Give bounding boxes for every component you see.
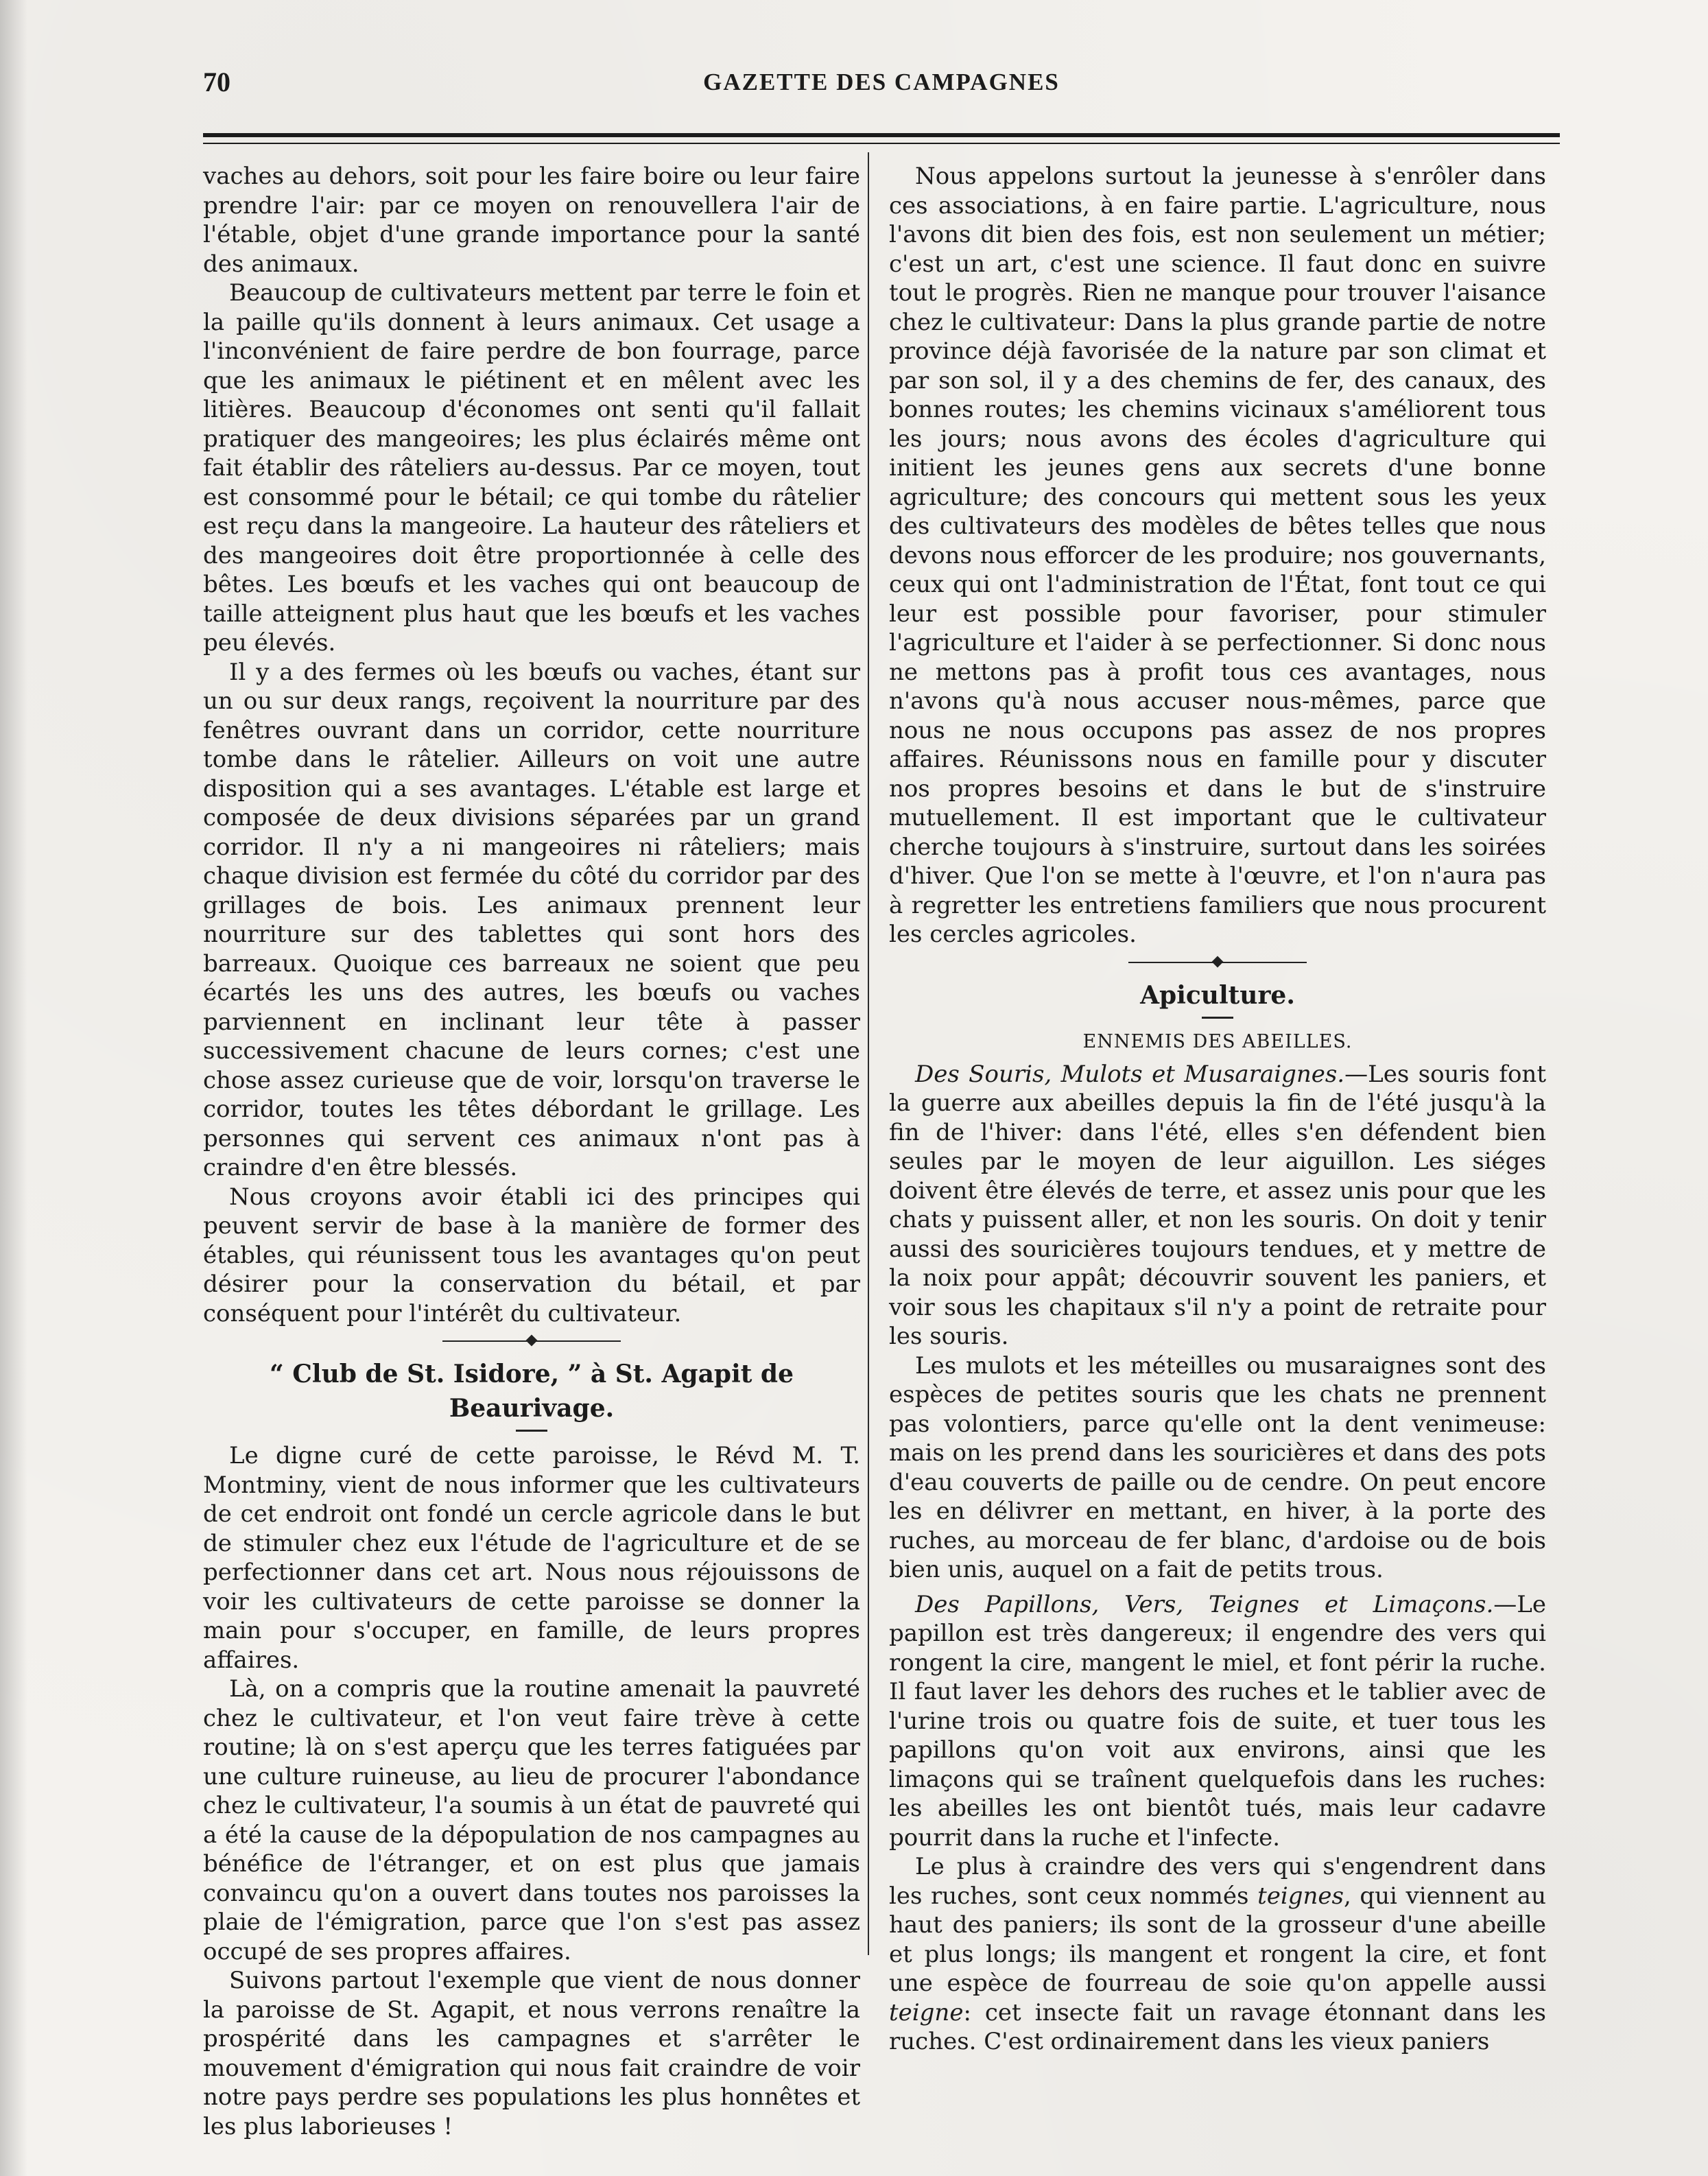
section-subtitle: ENNEMIS DES ABEILLES. (1082, 1030, 1353, 1052)
paragraph: Nous appelons surtout la jeunesse à s'enrôler dans ces associations, à en faire partie. L'agriculture, nous l'avons dit bien des fois, est non seulement un métier; c'est un art, c'est une science. Il faut donc en suivre tout le progrès. Rien ne manque pour trouver l'aisance chez le cultivateur: Dans la plus grande partie de notre province déjà favorisée de la nature par son climat et par son sol, il y a des chemins de fer, des canaux, des bonnes routes; les chemins vicinaux s'améliorent tous les jours; nous avons des écoles d'agriculture qui initient les jeunes gens aux secrets d'une bonne agriculture; des concours qui mettent sous les yeux des cultivateurs des modèles de bêtes telles que nous devons nous efforcer de les produire; nos gouvernants, ceux qui ont l'administration de l'État, font tout ce qui leur est possible pour favoriser, pour stimuler l'agriculture et l'aider à se perfectionner. Si donc nous ne mettons pas à profit tous ces avantages, nous n'avons qu'à nous accuser nous-mêmes, parce que nous ne nous occupons pas assez de nos propres affaires. Réunissons nous en famille pour y discuter nos propres besoins et dans le but de s'instruire mutuellement. Il est important que le cultivateur cherche toujours à s'instruire, surtout dans les soirées d'hiver. Que l'on se mette à l'œuvre, et l'on n'aura pas à regretter les entretiens familiers que nous procurent les cercles agricoles. (889, 163, 1546, 948)
journal-title: GAZETTE DES CAMPAGNES (703, 69, 1060, 95)
page-number: 70 (203, 67, 230, 97)
paragraph (889, 1852, 1546, 2057)
right-column (889, 162, 1546, 2057)
title-dash (1202, 1017, 1233, 1019)
paragraph: Le digne curé de cette paroisse, le Révd M. T. Montminy, vient de nous informer que les cultivateurs de cet endroit ont fondé un cercle agricole dans le but de stimuler chez eux l'étude de l'agriculture et de se perfectionner dans cet art. Nous nous réjouissons de voir les cultivateurs de cette paroisse se donner la main pour s'occuper, en famille, de leurs propres affaires. (203, 1442, 860, 1674)
paragraph-text: : cet insecte fait un ravage étonnant dans les ruches. C'est ordinairement dans les vieux paniers (889, 1998, 1546, 2055)
section-title: Apiculture. (1140, 980, 1295, 1010)
paragraph (889, 1060, 1546, 1351)
paragraph: vaches au dehors, soit pour les faire boire ou leur faire prendre l'air: par ce moyen on renouvellera l'air de l'étable, objet d'une grande importance pour la santé des animaux. (203, 163, 860, 278)
paragraph-body: —Le papillon est très dangereux; il engendre des vers qui rongent la cire, mangent le miel, et font périr la ruche. Il faut laver les dehors des ruches et le tablier avec de l'urine trois ou quatre fois de suite, et tuer tous les papillons qu'on voit aux environs, ainsi que les limaçons qui se traînent quelquefois dans les ruches: les abeilles les ont bientôt tués, mais leur cadavre pourrit dans la ruche et l'infecte. (889, 1590, 1546, 1852)
paragraph (889, 1590, 1546, 1853)
paragraph-body: —Les souris font la guerre aux abeilles depuis la fin de l'été jusqu'à la fin de l'hiver: dans l'été, elles s'en défendent bien seules par le moyen de leur aiguillon. Les siéges doivent être élevés de terre, et assez unis pour que les chats y puissent aller, et non les souris. On doit y tenir aussi des souricières toujours tendues, et y mettre de la noix pour appât; découvrir souvent les paniers, et voir sous les chapitaux s'il n'y a point de retraite pour les souris. (889, 1060, 1546, 1350)
page-header (203, 66, 1560, 107)
paragraph-text: , qui viennent au haut des paniers; ils sont de la grosseur d'une abeille et plus longs; ils mangent et rongent la cire, et font une espèce de fourreau de soie qu'on appelle aussi (889, 1882, 1546, 1997)
paragraph-heading: Des Souris, Mulots et Musaraignes. (915, 1060, 1345, 1088)
paragraph: Il y a des fermes où les bœufs ou vaches, étant sur un ou sur deux rangs, reçoivent la nourriture par des fenêtres ouvrant dans un corridor, cette nourriture tombe dans le râtelier. Ailleurs on voit une autre disposition qui a ses avantages. L'étable est large et composée de deux divisions séparées par un grand corridor. Il n'y a ni mangeoires ni râteliers; mais chaque division est fermée du côté du corridor par des grillages de bois. Les animaux prennent leur nourriture sur des tablettes qui sont hors des barreaux. Quoique ces barreaux ne soient que peu écartés les uns des autres, les bœufs ou vaches parviennent en inclinant leur tête à passer successivement chacune de leurs cornes; c'est une chose assez curieuse que de voir, lorsqu'on traverse le corridor, toutes les têtes débordant le grillage. Les personnes qui servent ces animaux n'ont pas à craindre d'en être blessés. (203, 658, 860, 1181)
title-dash (516, 1430, 547, 1432)
header-rule-thin (203, 143, 1560, 144)
article-title: “ Club de St. Isidore, ” à St. Agapit de Beaurivage. (270, 1360, 794, 1423)
section-ornament (203, 1328, 860, 1354)
paragraph-heading: Des Papillons, Vers, Teignes et Limaçons. (915, 1590, 1494, 1618)
paragraph: Beaucoup de cultivateurs mettent par terre le foin et la paille qu'ils donnent à leurs animaux. Cet usage a l'inconvénient de faire perdre de bon fourrage, parce que les animaux le piétinent et en mêlent avec les litières. Beaucoup d'économes ont senti qu'il fallait pratiquer des mangeoires; les plus éclairés même ont fait établir des râteliers au-dessus. Par ce moyen, tout est consommé pour le bétail; ce qui tombe du râtelier est reçu dans la mangeoire. La hauteur des râteliers et des mangeoires doit être proportionnée à celle des bêtes. Les bœufs et les vaches qui ont beaucoup de taille atteignent plus haut que les bœufs et les vaches peu élevés. (203, 279, 860, 657)
paragraph: Là, on a compris que la routine amenait la pauvreté chez le cultivateur, et l'on veut faire trève à cette routine; là on s'est aperçu que les terres fatiguées par une culture ruineuse, au lieu de procurer l'abondance chez le cultivateur, l'a soumis à un état de pauvreté qui a été la cause de la dépopulation de nos campagnes au bénéfice de l'étranger, et on est plus que jamais convaincu qu'on a ouvert dans toutes nos paroisses la plaie de l'émigration, parce que l'on s'est pas assez occupé de ses propres affaires. (203, 1675, 860, 1965)
paragraph-text: Le plus à craindre des vers qui s'engendrent dans les ruches, sont ceux nommés (889, 1853, 1546, 1910)
header-rule-thick (203, 133, 1560, 137)
column-divider (868, 152, 869, 1955)
section-ornament (889, 949, 1546, 975)
paragraph: Les mulots et les méteilles ou musaraignes sont des espèces de petites souris que les chats ne prennent pas volontiers, parce qu'elle ont la dent venimeuse: mais on les prend dans les souricières et dans des pots d'eau couverts de paille ou de cendre. On peut encore les en délivrer en mettant, en hiver, à la porte des ruches, au morceau de fer blanc, d'ardoise ou de bois bien unis, auquel on a fait de petits trous. (889, 1351, 1546, 1583)
paragraph: Suivons partout l'exemple que vient de nous donner la paroisse de St. Agapit, et nous verrons renaître la prospérité dans les campagnes et s'arrêter le mouvement d'émigration qui nous fait craindre de voir notre pays perdre ses populations les plus honnêtes et les plus laborieuses ! (203, 1967, 860, 2140)
paragraph: Nous croyons avoir établi ici des principes qui peuvent servir de base à la manière de former des étables, qui réunissent tous les avantages qu'on peut désirer pour la conservation du bétail, et par conséquent pour l'intérêt du cultivateur. (203, 1183, 860, 1327)
emphasis: teignes (1257, 1882, 1344, 1910)
scan-edge (0, 0, 27, 2176)
emphasis: teigne (889, 1998, 964, 2026)
left-column (203, 162, 860, 2141)
